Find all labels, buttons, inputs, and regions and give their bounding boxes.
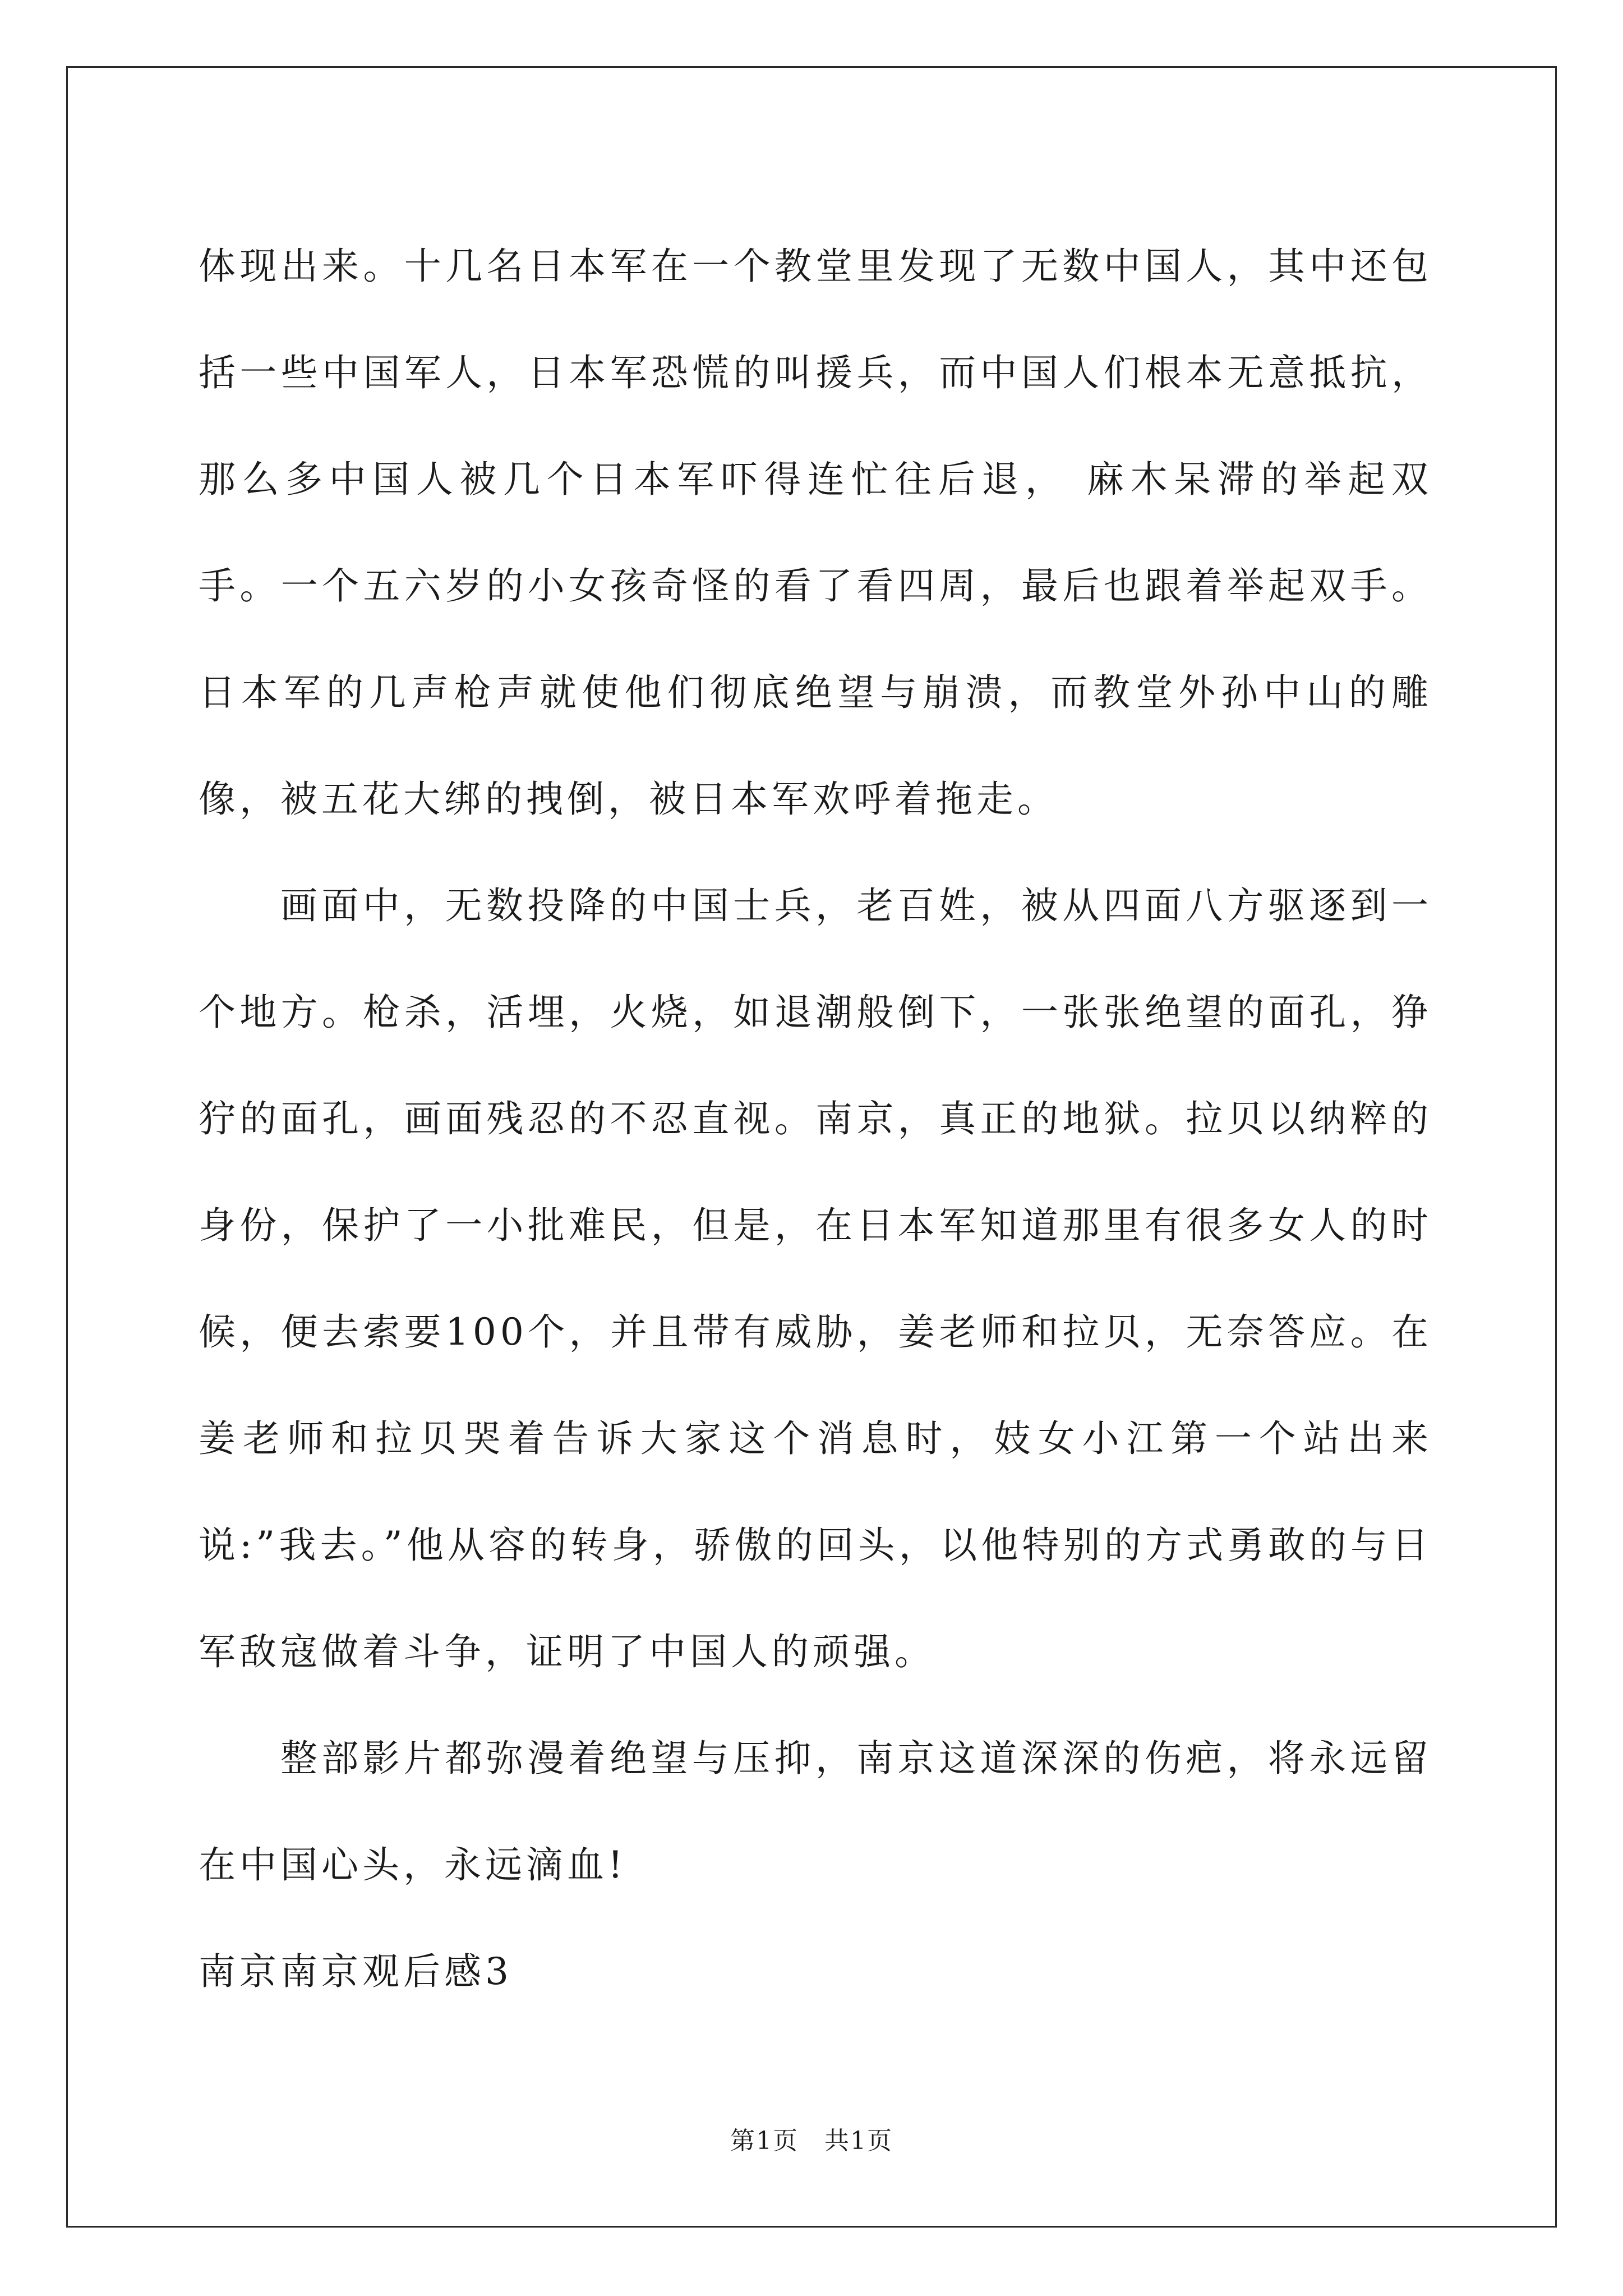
paragraph-3: 整部影片都弥漫着绝望与压抑，南京这道深深的伤疤，将永远留在中国心头，永远滴血! (199, 1737, 1432, 1887)
page-footer: 第1页 共1页 (730, 2127, 893, 2155)
paragraph-2: 画面中，无数投降的中国士兵，老百姓，被从四面八方驱逐到一个地方。枪杀，活埋，火烧，如退潮般倒下，一张张绝望的面孔，狰狞的面孔，画面残忍的不忍直视。南京，真正的地狱。拉贝以纳粹的身份，保护了一小批难民，但是，在日本军知道那里有很多女人的时候，便去索要100个，并且带有威胁，姜老师和拉贝，无奈答应。在姜老师和拉贝哭着告诉大家这个消息时，妓女小江第一个站出来说:”我去。”他从容的转身，骄傲的回头，以他特别的方式勇敢的与日军敌寇做着斗争，证明了中国人的顽强。 (199, 884, 1432, 1673)
document-body (199, 213, 1432, 2025)
paragraph-1: 体现出来。十几名日本军在一个教堂里发现了无数中国人，其中还包括一些中国军人，日本军恐慌的叫援兵，而中国人们根本无意抵抗，那么多中国人被几个日本军吓得连忙往后退， 麻木呆滞的举起双手。一个五六岁的小女孩奇怪的看了看四周，最后也跟着举起双手。日本军的几声枪声就使他们彻底绝望与崩溃，而教堂外孙中山的雕像，被五花大绑的拽倒，被日本军欢呼着拖走。 (199, 245, 1432, 821)
section-heading: 南京南京观后感3 (199, 1950, 513, 1993)
